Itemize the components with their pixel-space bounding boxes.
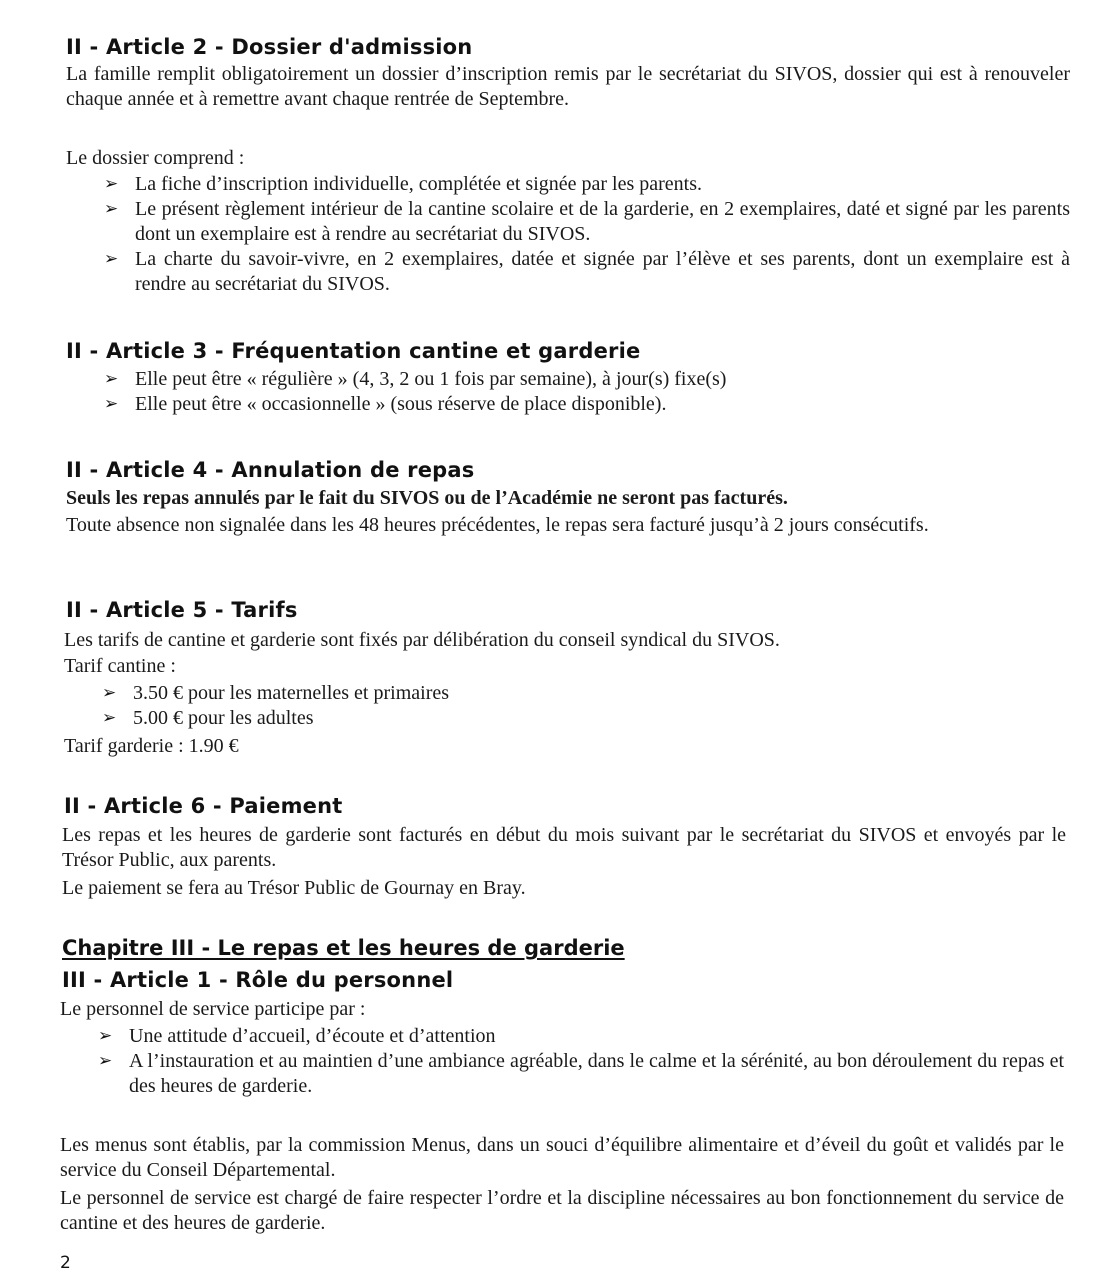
list-item: ➢ La charte du savoir-vivre, en 2 exemplaires, datée et signée par l’élève et ses parents, dont un exemplaire est à rendre au secrétariat du SIVOS.: [104, 248, 1070, 295]
article5-heading: II - Article 5 - Tarifs: [66, 598, 298, 622]
chapter3-article1-intro: Le personnel de service participe par :: [60, 998, 366, 1020]
list-item: ➢ Elle peut être « occasionnelle » (sous réserve de place disponible).: [104, 393, 667, 415]
article2-list-label: Le dossier comprend :: [66, 147, 245, 169]
article5-garderie: Tarif garderie : 1.90 €: [64, 735, 239, 757]
article6-text2: Le paiement se fera au Trésor Public de Gournay en Bray.: [62, 877, 526, 899]
article2-intro: La famille remplit obligatoirement un dossier d’inscription remis par le secrétariat du SIVOS, dossier qui est à renouveler chaque année et à remettre avant chaque rentrée de Septembre.: [66, 63, 1070, 110]
arrow-bullet-icon: ➢: [104, 174, 119, 194]
list-item: ➢ A l’instauration et au maintien d’une ambiance agréable, dans le calme et la sérénité, au bon déroulement du repas et des heures de garderie.: [98, 1050, 1064, 1097]
chapter3-article1-heading: III - Article 1 - Rôle du personnel: [62, 968, 454, 992]
page-number: 2: [60, 1253, 71, 1273]
list-item: ➢ Elle peut être « régulière » (4, 3, 2 ou 1 fois par semaine), à jour(s) fixe(s): [104, 368, 727, 390]
arrow-bullet-icon: ➢: [102, 683, 117, 703]
arrow-bullet-icon: ➢: [98, 1051, 113, 1071]
list-item: ➢ 3.50 € pour les maternelles et primaires: [102, 682, 450, 704]
chapter3-article1-list: [98, 1024, 1064, 1099]
list-item: ➢ Une attitude d’accueil, d’écoute et d’attention: [98, 1025, 496, 1047]
arrow-bullet-icon: ➢: [102, 708, 117, 728]
article3-heading: II - Article 3 - Fréquentation cantine et garderie: [66, 339, 641, 363]
article2-heading: II - Article 2 - Dossier d'admission: [66, 35, 473, 59]
list-item: ➢ La fiche d’inscription individuelle, complétée et signée par les parents.: [104, 173, 703, 195]
article6-heading: II - Article 6 - Paiement: [64, 794, 343, 818]
article5-cantine-label: Tarif cantine :: [64, 655, 176, 677]
list-item: ➢ 5.00 € pour les adultes: [102, 707, 314, 729]
article2-list: [104, 172, 1070, 297]
chapter3-article1-text1: Les menus sont établis, par la commission Menus, dans un souci d’équilibre alimentaire et d’éveil du goût et validés par le service du Conseil Départemental.: [60, 1134, 1064, 1181]
article4-heading: II - Article 4 - Annulation de repas: [66, 458, 475, 482]
arrow-bullet-icon: ➢: [98, 1026, 113, 1046]
article6-text1: Les repas et les heures de garderie sont facturés en début du mois suivant par le secrétariat du SIVOS et envoyés par le Trésor Public, aux parents.: [62, 824, 1066, 871]
arrow-bullet-icon: ➢: [104, 394, 119, 414]
article5-intro: Les tarifs de cantine et garderie sont fixés par délibération du conseil syndical du SIVOS.: [64, 629, 780, 651]
article4-bold-text: Seuls les repas annulés par le fait du SIVOS ou de l’Académie ne seront pas facturés.: [66, 487, 788, 509]
chapter3-heading: Chapitre III - Le repas et les heures de garderie: [62, 936, 625, 960]
chapter3-article1-text2: Le personnel de service est chargé de faire respecter l’ordre et la discipline nécessaires au bon fonctionnement du service de cantine et des heures de garderie.: [60, 1187, 1064, 1234]
article4-text: Toute absence non signalée dans les 48 heures précédentes, le repas sera facturé jusqu’à 2 jours consécutifs.: [66, 514, 929, 536]
arrow-bullet-icon: ➢: [104, 369, 119, 389]
article3-list: [104, 367, 1070, 417]
list-item: ➢ Le présent règlement intérieur de la cantine scolaire et de la garderie, en 2 exemplaires, daté et signé par les parents dont un exemplaire est à rendre au secrétariat du SIVOS.: [104, 198, 1070, 245]
arrow-bullet-icon: ➢: [104, 249, 119, 269]
arrow-bullet-icon: ➢: [104, 199, 119, 219]
article5-list: [102, 681, 1068, 731]
